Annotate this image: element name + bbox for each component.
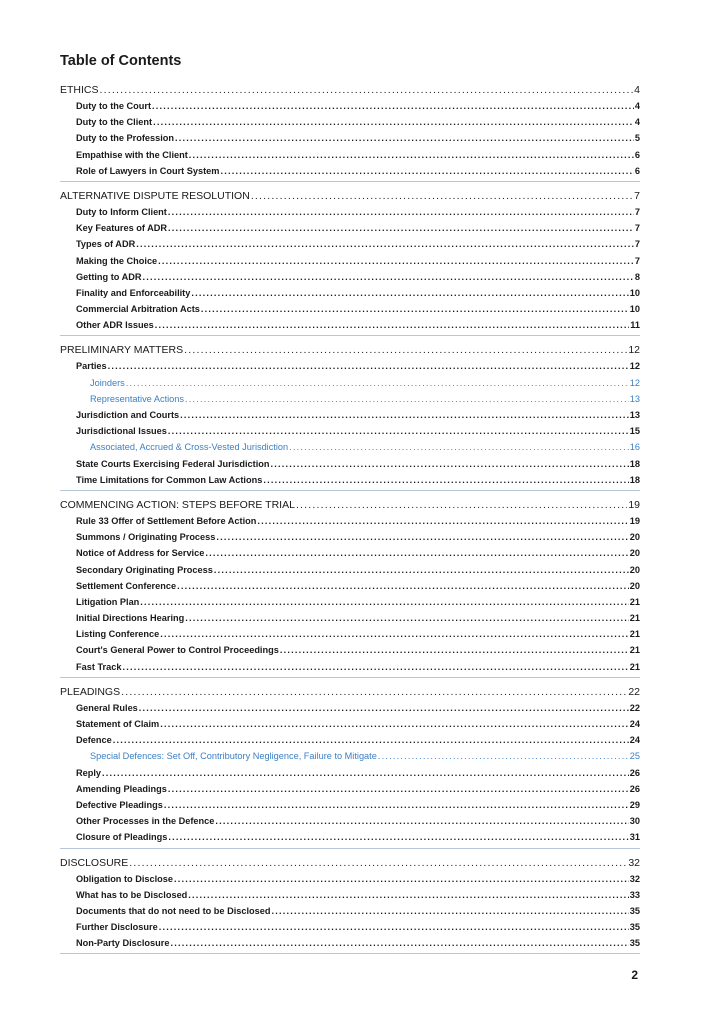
- toc-entry-label: Commercial Arbitration Acts: [76, 304, 200, 315]
- toc-entry-label: Settlement Conference: [76, 580, 177, 591]
- toc-subentry[interactable]: [60, 871, 640, 887]
- dot-leader: [122, 659, 628, 675]
- toc-entry-page: 33: [629, 889, 640, 900]
- toc-entry-page: 19: [628, 498, 640, 511]
- toc-entry-label: Closure of Pleadings: [76, 832, 168, 843]
- dot-leader: [184, 342, 627, 358]
- toc-entry-label: Defence: [76, 735, 112, 746]
- toc-entry-label: Time Limitations for Common Law Actions: [76, 474, 263, 485]
- dot-leader: [168, 204, 634, 220]
- toc-entry-page: 32: [629, 873, 640, 884]
- toc-entry-label: Jurisdictional Issues: [76, 426, 167, 437]
- toc-entry-page: 18: [629, 474, 640, 485]
- toc-entry-page: 20: [629, 564, 640, 575]
- toc-subentry[interactable]: [60, 147, 640, 163]
- toc-entry-page: 20: [629, 532, 640, 543]
- toc-entry-page: 6: [634, 165, 640, 176]
- dot-leader: [257, 513, 628, 529]
- toc-entry-label: Rule 33 Offer of Settlement Before Action: [76, 515, 257, 526]
- toc-entry-label: Parties: [76, 361, 107, 372]
- toc-entry-label: State Courts Exercising Federal Jurisdiction: [76, 458, 270, 469]
- toc-entry-label: DISCLOSURE: [60, 856, 129, 869]
- toc-entry-label: Statement of Claim: [76, 719, 160, 729]
- toc-entry-page: 24: [629, 719, 640, 729]
- toc-entry-page: 35: [629, 905, 640, 916]
- toc-subentry[interactable]: [60, 269, 640, 285]
- toc-entry-page: 21: [629, 661, 640, 672]
- toc-entry-label: Other Processes in the Defence: [76, 816, 215, 827]
- toc-entry-label: Other ADR Issues: [76, 320, 154, 331]
- toc-entry-page: 19: [629, 515, 640, 526]
- toc-subentry[interactable]: [60, 253, 640, 269]
- toc-entry-label: Defective Pleadings: [76, 799, 163, 810]
- toc-entry-label: Listing Conference: [76, 629, 160, 640]
- dot-leader: [113, 732, 629, 748]
- toc-entry-page: 22: [628, 685, 640, 698]
- toc-subentry[interactable]: [60, 220, 640, 236]
- dot-leader: [214, 562, 629, 578]
- toc-subentry[interactable]: [60, 472, 640, 488]
- page-number: 2: [631, 968, 638, 982]
- toc-subentry[interactable]: [60, 163, 640, 179]
- toc-entry-page: 10: [629, 287, 640, 298]
- toc-subentry[interactable]: [60, 423, 640, 439]
- dot-leader: [177, 578, 629, 594]
- dot-leader: [175, 130, 634, 146]
- toc-entry-label: What has to be Disclosed: [76, 889, 188, 900]
- toc-heading-entry[interactable]: [60, 855, 640, 871]
- dot-leader: [251, 188, 633, 204]
- toc-entry-label: Key Features of ADR: [76, 223, 168, 234]
- dot-leader: [220, 163, 633, 179]
- toc-entry-label: General Rules: [76, 702, 138, 713]
- toc-entry-page: 35: [629, 938, 640, 949]
- toc-subentry[interactable]: [60, 903, 640, 919]
- toc-entry-page: 31: [629, 832, 640, 843]
- toc-entry-page: 7: [634, 255, 640, 266]
- toc-entry-label: Further Disclosure: [76, 922, 158, 933]
- toc-entry-label: Documents that do not need to be Disclosed: [76, 905, 271, 916]
- toc-subentry[interactable]: [60, 456, 640, 472]
- toc-entry-label: Summons / Originating Process: [76, 532, 216, 543]
- toc-subentry[interactable]: [60, 765, 640, 781]
- toc-entry-label: Initial Directions Hearing: [76, 613, 185, 624]
- toc-subsubentry[interactable]: [60, 748, 640, 764]
- toc-entry-label: Fast Track: [76, 661, 122, 672]
- toc-entry-page: 13: [629, 393, 640, 404]
- toc-entry-page: 22: [629, 702, 640, 713]
- toc-entry-label: ALTERNATIVE DISPUTE RESOLUTION: [60, 189, 250, 202]
- toc-entry-page: 30: [629, 816, 640, 827]
- toc-entry-page: 4: [634, 117, 640, 128]
- toc-heading-entry[interactable]: [60, 684, 640, 700]
- toc-heading-entry[interactable]: [60, 497, 640, 513]
- toc-title: Table of Contents: [60, 53, 182, 69]
- toc-section: [60, 684, 640, 849]
- toc-entry-label: Litigation Plan: [76, 596, 140, 607]
- toc-entry-label: Non-Party Disclosure: [76, 938, 170, 949]
- toc-subentry[interactable]: [60, 358, 640, 374]
- toc-entry-page: 6: [634, 149, 640, 160]
- dot-leader: [160, 716, 629, 732]
- dot-leader: [108, 358, 629, 374]
- toc-entry-page: 21: [629, 596, 640, 607]
- toc-entry-page: 21: [629, 629, 640, 640]
- toc-subentry[interactable]: [60, 626, 640, 642]
- toc-entry-page: 7: [634, 239, 640, 250]
- toc-entry-page: 20: [629, 580, 640, 591]
- toc-entry-label: Getting to ADR: [76, 271, 142, 282]
- toc-entry-label: PLEADINGS: [60, 685, 121, 698]
- dot-leader: [158, 253, 634, 269]
- toc-entry-label: Court's General Power to Control Proceedings: [76, 645, 279, 656]
- dot-leader: [189, 147, 634, 163]
- dot-leader: [201, 301, 629, 317]
- dot-leader: [216, 529, 628, 545]
- table-of-contents: [60, 82, 640, 960]
- toc-entry-label: Obligation to Disclose: [76, 873, 173, 884]
- toc-entry-page: 10: [629, 304, 640, 315]
- dot-leader: [155, 317, 630, 333]
- toc-subentry[interactable]: [60, 887, 640, 903]
- toc-entry-page: 15: [629, 426, 640, 437]
- toc-subentry[interactable]: [60, 732, 640, 748]
- dot-leader: [174, 871, 629, 887]
- dot-leader: [185, 610, 629, 626]
- dot-leader: [139, 700, 629, 716]
- dot-leader: [170, 935, 628, 951]
- toc-section: [60, 855, 640, 955]
- toc-entry-page: 12: [629, 361, 640, 372]
- toc-subentry[interactable]: [60, 610, 640, 626]
- toc-subentry[interactable]: [60, 285, 640, 301]
- dot-leader: [191, 285, 628, 301]
- toc-section: [60, 342, 640, 491]
- toc-subsubentry[interactable]: [60, 391, 640, 407]
- toc-subentry[interactable]: [60, 513, 640, 529]
- toc-entry-page: 12: [628, 344, 640, 357]
- toc-entry-label: Special Defences: Set Off, Contributory Negligence, Failure to Mitigate: [90, 751, 377, 762]
- toc-subentry[interactable]: [60, 578, 640, 594]
- toc-entry-page: 7: [634, 223, 640, 234]
- toc-section: [60, 497, 640, 678]
- toc-heading-entry[interactable]: [60, 342, 640, 358]
- dot-leader: [180, 407, 629, 423]
- toc-subentry[interactable]: [60, 236, 640, 252]
- toc-entry-label: Duty to the Court: [76, 101, 152, 111]
- toc-entry-page: 25: [629, 751, 640, 762]
- toc-entry-page: 21: [629, 645, 640, 656]
- dot-leader: [263, 472, 628, 488]
- toc-entry-page: 4: [634, 84, 640, 96]
- toc-subentry[interactable]: [60, 562, 640, 578]
- toc-subentry[interactable]: [60, 529, 640, 545]
- toc-subentry[interactable]: [60, 659, 640, 675]
- dot-leader: [168, 220, 634, 236]
- toc-entry-label: Notice of Address for Service: [76, 548, 205, 559]
- toc-entry-page: 29: [629, 799, 640, 810]
- toc-entry-page: 12: [629, 377, 640, 388]
- dot-leader: [215, 813, 628, 829]
- dot-leader: [378, 748, 629, 764]
- toc-entry-label: Duty to the Profession: [76, 133, 175, 144]
- toc-entry-label: Joinders: [90, 377, 125, 388]
- toc-subentry[interactable]: [60, 204, 640, 220]
- dot-leader: [272, 903, 629, 919]
- toc-entry-label: ETHICS: [60, 84, 99, 96]
- toc-section: [60, 82, 640, 182]
- dot-leader: [100, 82, 634, 98]
- toc-entry-page: 35: [629, 922, 640, 933]
- toc-entry-page: 26: [629, 767, 640, 778]
- toc-subentry[interactable]: [60, 935, 640, 951]
- dot-leader: [280, 642, 629, 658]
- toc-entry-page: 4: [634, 101, 640, 111]
- dot-leader: [152, 98, 634, 114]
- toc-subentry[interactable]: [60, 700, 640, 716]
- dot-leader: [129, 855, 627, 871]
- toc-subentry[interactable]: [60, 98, 640, 114]
- toc-entry-label: Duty to Inform Client: [76, 206, 167, 217]
- toc-subentry[interactable]: [60, 545, 640, 561]
- dot-leader: [102, 765, 629, 781]
- toc-entry-page: 32: [628, 856, 640, 869]
- dot-leader: [136, 236, 634, 252]
- toc-heading-entry[interactable]: [60, 82, 640, 98]
- dot-leader: [160, 626, 629, 642]
- dot-leader: [168, 423, 629, 439]
- toc-subentry[interactable]: [60, 114, 640, 130]
- toc-entry-label: Jurisdiction and Courts: [76, 410, 180, 420]
- dot-leader: [159, 919, 629, 935]
- toc-subsubentry[interactable]: [60, 375, 640, 391]
- toc-entry-label: PRELIMINARY MATTERS: [60, 344, 184, 357]
- toc-entry-label: Representative Actions: [90, 393, 184, 404]
- dot-leader: [126, 375, 629, 391]
- toc-heading-entry[interactable]: [60, 188, 640, 204]
- toc-entry-label: Associated, Accrued & Cross-Vested Jurisdiction: [90, 442, 289, 453]
- toc-entry-page: 24: [629, 735, 640, 746]
- toc-entry-label: Duty to the Client: [76, 117, 153, 128]
- toc-entry-page: 7: [634, 206, 640, 217]
- dot-leader: [143, 269, 634, 285]
- toc-entry-label: Role of Lawyers in Court System: [76, 165, 220, 176]
- toc-entry-label: Types of ADR: [76, 239, 136, 250]
- toc-entry-page: 20: [629, 548, 640, 559]
- dot-leader: [296, 497, 627, 513]
- toc-entry-page: 11: [630, 320, 640, 331]
- toc-entry-label: Empathise with the Client: [76, 149, 188, 160]
- toc-entry-page: 18: [629, 458, 640, 469]
- toc-entry-label: Reply: [76, 767, 102, 778]
- dot-leader: [164, 797, 629, 813]
- toc-entry-label: Finality and Enforceability: [76, 287, 191, 298]
- toc-entry-page: 5: [634, 133, 640, 144]
- toc-subentry[interactable]: [60, 797, 640, 813]
- dot-leader: [168, 829, 628, 845]
- dot-leader: [271, 456, 629, 472]
- toc-entry-page: 21: [629, 613, 640, 624]
- dot-leader: [121, 684, 627, 700]
- toc-subentry[interactable]: [60, 781, 640, 797]
- toc-subentry[interactable]: [60, 813, 640, 829]
- toc-entry-label: Making the Choice: [76, 255, 158, 266]
- toc-subentry[interactable]: [60, 919, 640, 935]
- toc-entry-page: 16: [629, 442, 640, 453]
- toc-subentry[interactable]: [60, 716, 640, 732]
- toc-section: [60, 188, 640, 337]
- toc-subentry[interactable]: [60, 829, 640, 845]
- toc-subentry[interactable]: [60, 594, 640, 610]
- toc-entry-page: 7: [634, 189, 640, 202]
- toc-entry-page: 8: [634, 271, 640, 282]
- toc-subentry[interactable]: [60, 407, 640, 423]
- dot-leader: [140, 594, 628, 610]
- toc-subentry[interactable]: [60, 317, 640, 333]
- toc-entry-label: Secondary Originating Process: [76, 564, 213, 575]
- dot-leader: [185, 391, 629, 407]
- dot-leader: [188, 887, 628, 903]
- toc-subsubentry[interactable]: [60, 439, 640, 455]
- toc-subentry[interactable]: [60, 642, 640, 658]
- toc-entry-label: COMMENCING ACTION: STEPS BEFORE TRIAL: [60, 498, 295, 511]
- toc-entry-page: 26: [629, 783, 640, 794]
- toc-entry-page: 13: [629, 410, 640, 420]
- dot-leader: [168, 781, 629, 797]
- toc-subentry[interactable]: [60, 301, 640, 317]
- dot-leader: [153, 114, 634, 130]
- toc-entry-label: Amending Pleadings: [76, 783, 167, 794]
- dot-leader: [205, 545, 628, 561]
- dot-leader: [289, 439, 629, 455]
- toc-subentry[interactable]: [60, 130, 640, 146]
